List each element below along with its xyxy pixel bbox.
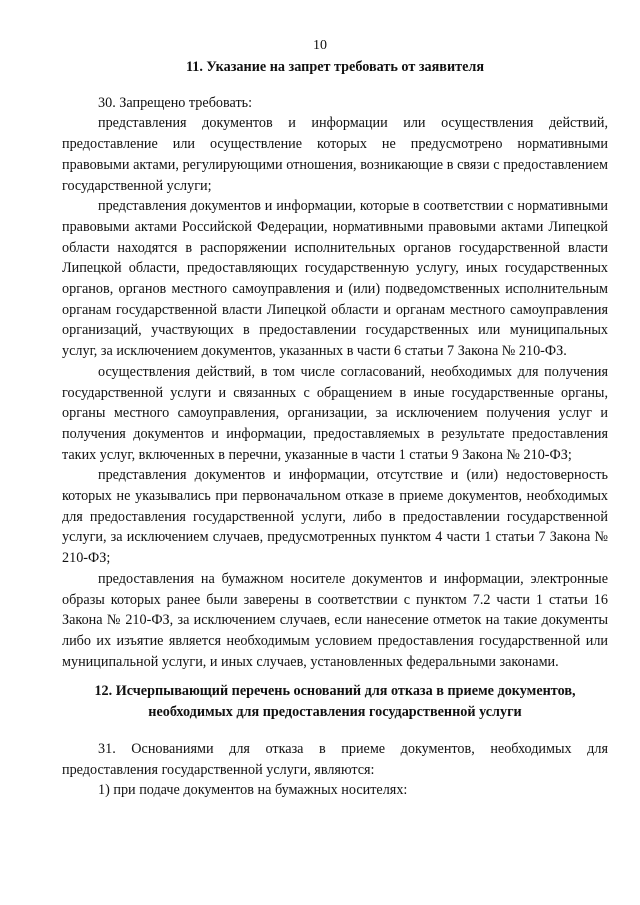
prohibition-item: представления документов и информации или осуществления действий, предоставление или осуществление которых не предусмотрено нормативными правовыми актами, регулирующими отношения, возникающие в связи с предоставлением государственной услуги; <box>62 115 608 194</box>
section-12-heading: 12. Исчерпывающий перечень оснований для отказа в приеме документов, необходимых для предоставления государственной услуги <box>94 683 576 721</box>
page-number: 10 <box>313 38 327 53</box>
prohibition-item: предоставления на бумажном носителе документов и информации, электронные образы которых ранее были заверены в соответствии с пунктом 7.2 части 1 статьи 16 Закона № 210-ФЗ, за исключением случаев, если нанесение отметок на такие документы либо их изъятие является необходимым условием предоставления государственной или муниципальной услуги, и иных случаев, установленных федеральными законами. <box>62 570 608 670</box>
section-12-paragraph: 31. Основаниями для отказа в приеме документов, необходимых для предоставления государственной услуги, являются: <box>62 740 608 778</box>
prohibition-item: представления документов и информации, отсутствие и (или) недостоверность которых не указывались при первоначальном отказе в приеме документов, необходимых для предоставления государственной услуги, либо в предоставлении государственной услуги, за исключением случаев, предусмотренных пунктом 4 части 1 статьи 7 Закона № 210-ФЗ; <box>62 467 608 567</box>
page-content <box>62 57 608 801</box>
section-11-intro: 30. Запрещено требовать: <box>98 94 253 111</box>
section-11-heading: 11. Указание на запрет требовать от заявителя <box>185 59 485 75</box>
prohibition-item: представления документов и информации, которые в соответствии с нормативными правовыми актами Российской Федерации, нормативными правовыми актами Липецкой области находятся в распоряжении исполнительных органов государственной власти Липецкой области, предоставляющих государственную услугу, иных государственных органов, органов местного самоуправления и (или) подведомственных исполнительным органам государственной власти Липецкой области и органам местного самоуправления организаций, участвующих в предоставлении государственных или муниципальных услуг, за исключением документов, указанных в части 6 статьи 7 Закона № 210-ФЗ. <box>62 198 608 360</box>
section-12-paragraph: 1) при подаче документов на бумажных носителях: <box>98 782 408 799</box>
prohibition-item: осуществления действий, в том числе согласований, необходимых для получения государственной услуги и связанных с обращением в иные государственные органы, органы местного самоуправления, организации, за исключением получения услуг и получения документов и информации, предоставляемых в результате предоставления таких услуг, включенных в перечни, указанные в части 1 статьи 9 Закона № 210-ФЗ; <box>62 363 608 463</box>
